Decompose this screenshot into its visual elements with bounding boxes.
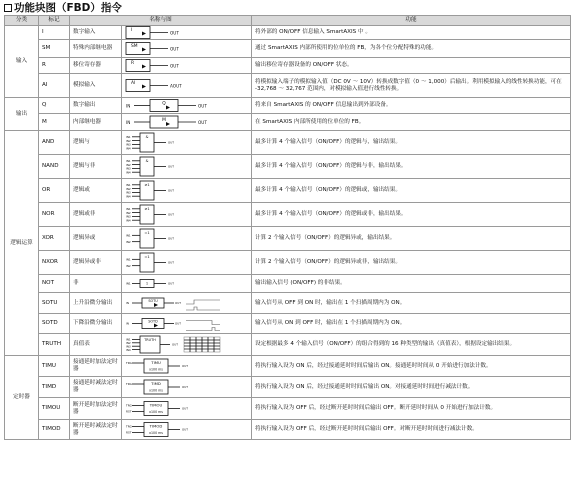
fbd-instruction-table <box>4 15 571 440</box>
in-label: IN1 <box>126 257 131 262</box>
out-label: OUT <box>182 385 188 390</box>
trg-label: TRG <box>126 382 132 386</box>
table-row <box>5 356 571 377</box>
timer-unit: x100 ms <box>149 431 163 435</box>
symbol-cell <box>122 179 252 203</box>
mark-cell: SOTU <box>39 293 70 314</box>
function-cell: 将来自 SmartAXIS 的 ON/OFF 信息输出到外部设备。 <box>252 98 571 114</box>
function-cell: 将执行输入设为 OFF 后，经过断开延时时间后输出 OFF。对断开延时时间进行减法计数。 <box>252 420 571 440</box>
block-box <box>126 27 150 39</box>
table-row <box>5 251 571 275</box>
out-label: OUT <box>170 46 179 52</box>
block-label: M <box>162 118 166 123</box>
symbol-cell <box>122 203 252 227</box>
gate-label: =1 <box>144 255 150 259</box>
timer-label: TIMOU <box>149 402 163 408</box>
symbol-cell <box>122 227 252 251</box>
trg-label: TRG <box>126 361 132 365</box>
in-label: IN4 <box>126 146 131 151</box>
fbd-symbol <box>124 26 248 39</box>
symbol-cell <box>122 98 252 114</box>
block-label: SOTU <box>148 299 158 303</box>
timer-label: TIMD <box>151 381 161 386</box>
symbol-cell <box>122 155 252 179</box>
out-label: OUT <box>168 188 174 193</box>
fbd-symbol <box>124 40 248 57</box>
fbd-symbol <box>124 114 248 130</box>
out-label: OUT <box>175 301 181 306</box>
symbol-cell <box>122 251 252 275</box>
timer-label: TIMU <box>151 360 161 365</box>
table-row <box>5 26 571 40</box>
in-label: IN1 <box>126 281 131 286</box>
out-label: OUT <box>198 103 207 109</box>
fbd-symbol <box>124 293 248 313</box>
out-label: OUT <box>182 427 188 432</box>
name-cell: 逻辑异或 <box>70 227 122 251</box>
table-row <box>5 155 571 179</box>
rst-label: RST <box>126 409 132 414</box>
block-label: AI <box>131 81 136 86</box>
gate-label: & <box>145 135 149 139</box>
function-cell: 设定根据最多 4 个输入信号（ON/OFF）的组合得到的 16 种类型的输出（真值表），根据设定输出结果。 <box>252 334 571 356</box>
out-label: OUT <box>168 212 174 217</box>
fbd-symbol <box>124 314 248 333</box>
table-row <box>5 58 571 74</box>
in-label: IN1 <box>126 233 131 238</box>
timer-unit: x100 ms <box>149 367 163 372</box>
name-cell: 逻辑与 <box>70 131 122 155</box>
table-row <box>5 179 571 203</box>
out-label: OUT <box>168 260 174 265</box>
name-cell: 非 <box>70 275 122 293</box>
symbol-cell <box>122 26 252 40</box>
in-waveform <box>186 300 220 304</box>
fbd-symbol <box>124 98 248 113</box>
symbol-cell <box>122 275 252 293</box>
symbol-cell <box>122 40 252 58</box>
function-cell: 输出输入信号 (ON/OFF) 的非结果。 <box>252 275 571 293</box>
category-cell: 逻辑运算 <box>5 131 39 356</box>
fbd-symbol <box>124 58 248 73</box>
name-cell: 下降沿微分输出 <box>70 314 122 334</box>
out-label: OUT <box>168 140 174 145</box>
function-cell: 通过 SmartAXIS 内部所使用的位单位的 FB，为各个位分配特殊的功能。 <box>252 40 571 58</box>
table-row <box>5 398 571 420</box>
symbol-cell <box>122 314 252 334</box>
table-row <box>5 98 571 114</box>
category-cell: 输入 <box>5 26 39 98</box>
in-label: IN3 <box>126 142 131 147</box>
fbd-symbol <box>124 356 248 376</box>
name-cell: 接通延时加法定时器 <box>70 356 122 377</box>
timer-unit: x100 ms <box>149 388 163 393</box>
category-cell: 输出 <box>5 98 39 131</box>
fbd-symbol <box>124 420 248 439</box>
mark-cell: TIMD <box>39 377 70 398</box>
symbol-cell <box>122 58 252 74</box>
function-cell: 最多计算 4 个输入信号（ON/OFF）的逻辑或非，输出结果。 <box>252 203 571 227</box>
name-cell: 逻辑与非 <box>70 155 122 179</box>
fbd-symbol <box>124 155 248 178</box>
out-label: OUT <box>182 406 188 411</box>
symbol-cell <box>122 420 252 440</box>
fbd-symbol <box>124 398 248 419</box>
category-cell: 定时器 <box>5 356 39 440</box>
in-waveform <box>186 321 220 325</box>
table-row <box>5 334 571 356</box>
in-label: IN3 <box>126 190 131 195</box>
page-title <box>4 2 122 15</box>
mark-cell: TIMOU <box>39 398 70 420</box>
name-cell: 模拟输入 <box>70 74 122 98</box>
header-mark: 标记 <box>39 16 70 26</box>
function-cell: 将执行输入设为 ON 后，经过接通延时时间后输出 ON。对接通延时时间进行减法计数。 <box>252 377 571 398</box>
truth-label: TRUTH <box>144 338 156 342</box>
in-label: IN1 <box>126 183 131 187</box>
mark-cell: NAND <box>39 155 70 179</box>
gate-label: 1 <box>145 281 149 286</box>
table-row <box>5 227 571 251</box>
mark-cell: NOT <box>39 275 70 293</box>
function-cell: 将外部的 ON/OFF 信息输入 SmartAXIS 中 。 <box>252 26 571 40</box>
name-cell: 逻辑或非 <box>70 203 122 227</box>
function-cell: 在 SmartAXIS 内部所使用的位单位的 FB。 <box>252 114 571 131</box>
out-waveform <box>186 307 220 310</box>
symbol-cell <box>122 377 252 398</box>
symbol-cell <box>122 293 252 314</box>
symbol-cell <box>122 131 252 155</box>
function-cell: 计算 2 个输入信号（ON/OFF）的逻辑异或，输出结果。 <box>252 227 571 251</box>
out-label: OUT <box>168 164 174 169</box>
out-label: AOUT <box>170 83 182 89</box>
fbd-symbol <box>124 251 248 274</box>
function-cell: 计算 2 个输入信号（ON/OFF）的逻辑异或非，输出结果。 <box>252 251 571 275</box>
name-cell: 内部继电器 <box>70 114 122 131</box>
mark-cell: AND <box>39 131 70 155</box>
in-label: IN1 <box>126 337 131 342</box>
fbd-symbol <box>124 275 248 292</box>
out-label: OUT <box>182 364 188 369</box>
name-cell: 断开延时减法定时器 <box>70 420 122 440</box>
bullet-square-icon <box>4 4 12 12</box>
name-cell: 数字输入 <box>70 26 122 40</box>
out-label: OUT <box>168 236 174 241</box>
gate-label: ≥1 <box>144 183 150 187</box>
name-cell: 上升沿微分输出 <box>70 293 122 314</box>
table-body <box>5 26 571 440</box>
fbd-symbol <box>124 74 248 97</box>
block-label: SM <box>131 44 138 49</box>
table-row <box>5 114 571 131</box>
symbol-cell <box>122 74 252 98</box>
in-label: IN <box>126 103 131 109</box>
in-label: IN2 <box>126 186 131 191</box>
in-label: IN1 <box>126 207 131 211</box>
block-box <box>126 60 150 72</box>
mark-cell: NOR <box>39 203 70 227</box>
table-row <box>5 420 571 440</box>
in-label: IN1 <box>126 135 131 139</box>
rst-label: RST <box>126 430 132 435</box>
function-cell: 输入信号从 ON 到 OFF 时，输出在 1 个扫描周期内为 ON。 <box>252 314 571 334</box>
function-cell: 最多计算 4 个输入信号（ON/OFF）的逻辑或，输出结果。 <box>252 179 571 203</box>
title-text: 功能块图（FBD）指令 <box>14 2 122 14</box>
in-label: IN <box>126 119 131 125</box>
gate-label: & <box>145 159 149 163</box>
name-cell: 逻辑异或非 <box>70 251 122 275</box>
in-label: IN2 <box>126 239 131 244</box>
block-label: I <box>131 28 133 33</box>
block-box <box>126 80 150 92</box>
header-name: 名称与图 <box>70 16 252 26</box>
out-label: OUT <box>172 342 178 347</box>
table-row <box>5 293 571 314</box>
symbol-cell <box>122 114 252 131</box>
in-label: IN2 <box>126 210 131 215</box>
in-label: IN4 <box>126 218 131 223</box>
mark-cell: NXOR <box>39 251 70 275</box>
gate-label: =1 <box>144 231 150 235</box>
trg-label: TRG <box>126 424 132 429</box>
in-label: IN2 <box>126 138 131 143</box>
fbd-symbol <box>124 334 248 355</box>
name-cell: 真值表 <box>70 334 122 356</box>
in-label: IN2 <box>126 341 131 345</box>
fbd-symbol <box>124 377 248 397</box>
mark-cell: I <box>39 26 70 40</box>
mark-cell: TIMU <box>39 356 70 377</box>
mark-cell: AI <box>39 74 70 98</box>
header-function: 功能 <box>252 16 571 26</box>
symbol-cell <box>122 398 252 420</box>
in-label: IN4 <box>126 194 131 199</box>
symbol-cell <box>122 334 252 356</box>
in-label: IN <box>126 321 129 326</box>
header-category: 分类 <box>5 16 39 26</box>
function-cell: 将执行输入设为 OFF 后，经过断开延时时间后输出 OFF。断开延时时间从 0 开始进行加法计数。 <box>252 398 571 420</box>
table-header-row <box>5 16 571 26</box>
name-cell: 特殊内部继电器 <box>70 40 122 58</box>
table-row <box>5 314 571 334</box>
function-cell: 将模拟输入端子的模拟输入值（DC 0V ～ 10V）转换成数字值（0 ～ 1,000）后输出。利用模拟输入的线性转换功能，可在 -32,768 ～ 32,767 范围内，对模拟输入值进行线性转换。 <box>252 74 571 98</box>
mark-cell: OR <box>39 179 70 203</box>
out-label: OUT <box>170 30 179 36</box>
in-label: IN3 <box>126 344 131 349</box>
gate-label: ≥1 <box>144 207 150 211</box>
name-cell: 断开延时加法定时器 <box>70 398 122 420</box>
timer-label: TIMOD <box>149 423 163 429</box>
block-label: R <box>131 61 135 66</box>
out-label: OUT <box>198 119 207 125</box>
in-label: IN2 <box>126 162 131 167</box>
mark-cell: XOR <box>39 227 70 251</box>
trg-label: TRG <box>126 403 132 408</box>
block-label: SOTD <box>148 319 158 324</box>
function-cell: 输入信号从 OFF 到 ON 时，输出在 1 个扫描周期内为 ON。 <box>252 293 571 314</box>
table-row <box>5 74 571 98</box>
mark-cell: Q <box>39 98 70 114</box>
table-row <box>5 275 571 293</box>
name-cell: 数字输出 <box>70 98 122 114</box>
block-box <box>126 43 150 55</box>
fbd-symbol <box>124 131 248 154</box>
function-cell: 最多计算 4 个输入信号（ON/OFF）的逻辑与非，输出结果。 <box>252 155 571 179</box>
fbd-symbol <box>124 179 248 202</box>
table-row <box>5 40 571 58</box>
out-waveform <box>186 328 220 331</box>
fbd-symbol <box>124 203 248 226</box>
table-row <box>5 203 571 227</box>
timer-unit: x100 ms <box>149 410 163 414</box>
function-cell: 将执行输入设为 ON 后，经过接通延时时间后输出 ON。接通延时时间从 0 开始进行加法计数。 <box>252 356 571 377</box>
mark-cell: M <box>39 114 70 131</box>
function-cell: 输出移位寄存器设备的 ON/OFF 状态。 <box>252 58 571 74</box>
in-label: IN <box>126 301 129 306</box>
table-row <box>5 131 571 155</box>
name-cell: 移位寄存器 <box>70 58 122 74</box>
in-label: IN3 <box>126 214 131 219</box>
out-label: OUT <box>170 63 179 69</box>
mark-cell: SM <box>39 40 70 58</box>
name-cell: 接通延时减法定时器 <box>70 377 122 398</box>
out-label: OUT <box>168 281 174 286</box>
in-label: IN1 <box>126 159 131 163</box>
mark-cell: TIMOD <box>39 420 70 440</box>
symbol-cell <box>122 356 252 377</box>
mark-cell: TRUTH <box>39 334 70 356</box>
fbd-symbol <box>124 227 248 250</box>
in-label: IN4 <box>126 170 131 175</box>
in-label: IN3 <box>126 166 131 171</box>
in-label: IN2 <box>126 263 131 268</box>
in-label: IN4 <box>126 347 131 352</box>
function-cell: 最多计算 4 个输入信号（ON/OFF）的逻辑与，输出结果。 <box>252 131 571 155</box>
block-label: Q <box>162 101 166 107</box>
table-row <box>5 377 571 398</box>
mark-cell: R <box>39 58 70 74</box>
out-label: OUT <box>175 321 181 326</box>
name-cell: 逻辑或 <box>70 179 122 203</box>
mark-cell: SOTD <box>39 314 70 334</box>
